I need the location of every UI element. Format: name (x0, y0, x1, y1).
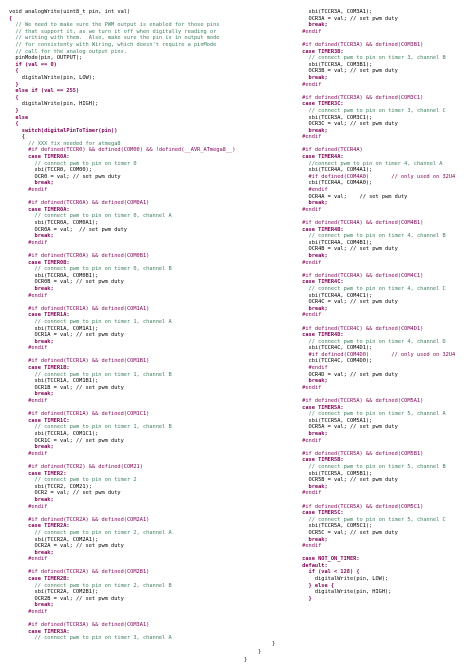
code-line: sbi(TCCR2A, COM2A1); (9, 536, 99, 543)
code-line: #endif (283, 134, 322, 141)
code-line (283, 213, 468, 220)
code-line: OCR3C = val; // set pwm duty (283, 121, 398, 128)
code-line: // connect pwm to pin on timer 5, channel A (283, 411, 446, 418)
code-line: #endif (283, 384, 322, 391)
code-line: #if defined(COM4A0) // only used on 32U4 (283, 173, 456, 180)
code-line: OCR3A = val; // set pwm duty (283, 15, 398, 22)
code-line: #endif (9, 398, 48, 405)
code-line: #if defined(TCCR0) && defined(COM00) && !defined(__AVR_ATmega8__) (9, 147, 236, 154)
code-line: // writing with them. Also, make sure the pin is in output mode (9, 35, 220, 42)
closing-brace-inner: } (272, 641, 276, 647)
code-line: OCR0B = val; // set pwm duty (9, 279, 124, 286)
code-line: case TIMER5A: (283, 404, 344, 411)
code-line: // connect pwm to pin on timer 4, channel D (283, 338, 446, 345)
code-line: break; (9, 233, 54, 240)
code-line: digitalWrite(pin, HIGH); (283, 589, 392, 596)
code-line: #if defined(TCCR0A) && defined(COM0A1) (9, 200, 150, 207)
code-line: #if defined(TCCR4C) && defined(COM4D1) (283, 325, 424, 332)
code-line: break; (283, 74, 328, 81)
code-line (283, 550, 468, 557)
code-line (283, 319, 468, 326)
code-line: // connect pwm to pin on timer 3, channel B (283, 55, 446, 62)
code-line: OCR0 = val; // set pwm duty (9, 173, 121, 180)
code-line: case TIMER2: (9, 470, 67, 477)
code-line: OCR4D = val; // set pwm duty (283, 371, 398, 378)
code-line (9, 563, 271, 570)
code-line: sbi(TCCR4A, COM4B1); (283, 239, 373, 246)
code-line: OCR1C = val; // set pwm duty (9, 437, 124, 444)
code-line: #if defined(TCCR4A) && defined(COM4C1) (283, 272, 424, 279)
code-line: #if defined(TCCR2) && defined(COM21) (9, 463, 143, 470)
code-line: sbi(TCCR0, COM00); (9, 167, 92, 174)
code-line (9, 246, 271, 253)
code-line: break; (9, 549, 54, 556)
code-line: { (9, 94, 19, 101)
code-line: #if defined(TCCR3A) && defined(COM3C1) (283, 94, 424, 101)
code-line: // XXX fix needed for atmega8 (9, 140, 121, 147)
code-line: OCR5C = val; // set pwm duty (283, 529, 398, 536)
code-line: // connect pwm to pin on timer 2, channel B (9, 582, 172, 589)
code-line: // connect pwm to pin on timer 1, channel B (9, 371, 172, 378)
closing-brace-middle: } (258, 649, 262, 655)
code-line: void analogWrite(uint8_t pin, int val) (9, 9, 131, 15)
code-line: #endif (283, 206, 322, 213)
code-line: { (9, 134, 25, 141)
code-line: break; (283, 431, 328, 437)
code-line: if (val < 128) { (283, 569, 360, 576)
code-line: #if defined(TCCR1A) && defined(COM1C1) (9, 411, 150, 418)
code-line: // connect pwm to pin on timer 2, channel A (9, 529, 172, 536)
code-line: sbi(TCCR3A, COM3C1); (283, 114, 373, 121)
code-line: } (283, 595, 312, 602)
code-line: break; (283, 252, 328, 259)
code-line: sbi(TCCR4C, COM4D1); (283, 345, 373, 352)
code-line: OCR2A = val; // set pwm duty (9, 543, 124, 550)
code-line: #endif (9, 239, 48, 246)
code-line: break; (283, 536, 328, 543)
code-line (9, 457, 271, 464)
code-line: case TIMER4D: (283, 332, 344, 339)
code-line: // connect pwm to pin on timer 3, channel C (283, 107, 446, 114)
code-line: OCR4A = val; // set pwm duty (283, 193, 408, 200)
code-line: case TIMER1A: (9, 312, 70, 319)
code-line: OCR5A = val; // set pwm duty (283, 424, 398, 431)
code-line: case TIMER0A: (9, 206, 70, 213)
code-line: #endif (9, 609, 48, 616)
code-line: #endif (283, 259, 322, 266)
code-line: // We need to make sure the PWM output is enabled for those pins (9, 22, 220, 29)
code-line: #if defined(TCCR2A) && defined(COM2A1) (9, 516, 150, 523)
code-line: sbi(TCCR3A, COM3B1); (283, 61, 373, 68)
code-line: #endif (9, 503, 48, 510)
code-line: break; (283, 483, 328, 490)
code-line (9, 616, 271, 623)
code-line: } (9, 107, 19, 114)
code-line (283, 266, 468, 273)
code-line: // that support it, as we turn it off when digitally reading or (9, 28, 217, 35)
code-line: #if defined(TCCR0A) && defined(COM0B1) (9, 252, 150, 259)
code-line: #endif (283, 187, 328, 194)
code-line: break; (283, 305, 328, 312)
code-line: OCR4B = val; // set pwm duty (283, 246, 398, 253)
code-line: case TIMER3C: (283, 101, 344, 108)
code-line: sbi(TCCR5A, COM5B1); (283, 470, 373, 477)
code-line: sbi(TCCR4A, COM4C1); (283, 292, 373, 299)
code-line: #endif (283, 28, 322, 35)
code-line: break; (283, 378, 328, 385)
code-line: { (9, 121, 19, 128)
code-line: case TIMER1C: (9, 417, 70, 424)
code-line: #if defined(COM4D0) // only used on 32U4 (283, 351, 456, 358)
code-line: digitalWrite(pin, LOW); (9, 74, 96, 81)
code-line: break; (283, 200, 328, 207)
code-line: #endif (283, 490, 322, 497)
right-code-column (283, 9, 468, 602)
code-line: else if (val == 255) (9, 88, 80, 95)
code-line: #endif (283, 437, 322, 444)
code-line: sbi(TCCR1A, COM1C1); (9, 431, 99, 437)
code-line: { (9, 68, 19, 75)
code-line (283, 141, 468, 148)
code-line: OCR2 = val; // set pwm duty (9, 490, 121, 497)
code-line: case TIMER3B: (283, 48, 344, 55)
code-line (9, 194, 271, 201)
left-code-column (9, 9, 271, 642)
code-line: #if defined(TCCR3A) && defined(COM3B1) (283, 41, 424, 48)
code-line: #if defined(TCCR5A) && defined(COM5B1) (283, 450, 424, 457)
code-line: if (val == 0) (9, 61, 57, 68)
code-line: //connect pwm to pin on timer 4, channel A (283, 160, 443, 167)
code-line: #endif (283, 81, 322, 88)
code-line: switch(digitalPinToTimer(pin)) (9, 127, 118, 134)
code-line: break; (283, 127, 328, 134)
code-line: break; (9, 285, 54, 292)
code-line: pinMode(pin, OUTPUT); (9, 55, 83, 62)
code-line: // connect pwm to pin on timer 2 (9, 477, 137, 484)
code-line: sbi(TCCR4A, COM4A1); (283, 167, 373, 174)
code-line: sbi(TCCR2, COM21); (9, 483, 92, 490)
code-line: // connect pwm to pin on timer 4, channel B (283, 233, 446, 240)
code-line (9, 405, 271, 412)
code-line (9, 352, 271, 359)
code-line: sbi(TCCR0A, COM0B1); (9, 272, 99, 279)
code-line: OCR2B = val; // set pwm duty (9, 595, 124, 602)
code-line: else (9, 114, 29, 121)
code-line: digitalWrite(pin, HIGH); (9, 101, 99, 108)
code-line: // connect pwm to pin on timer 5, channel C (283, 516, 446, 523)
code-line: case TIMER3A: (9, 628, 70, 635)
code-line: #endif (9, 556, 48, 563)
code-line: // connect pwm to pin on timer 0, channel B (9, 266, 172, 273)
code-line: // connect pwm to pin on timer 3, channel A (9, 635, 172, 642)
code-line: } else { (283, 582, 335, 589)
code-line: default: (283, 562, 328, 569)
code-line: // for consistenty with Wiring, which doesn't require a pinMode (9, 41, 217, 48)
code-line: #if defined(TCCR5A) && defined(COM5C1) (283, 503, 424, 510)
code-line: sbi(TCCR0A, COM0A1); (9, 220, 99, 226)
code-line: case TIMER5B: (283, 457, 344, 464)
code-line: #endif (283, 543, 322, 550)
closing-brace-outer: } (244, 657, 248, 663)
code-line: OCR4C = val; // set pwm duty (283, 299, 398, 306)
code-line: sbi(TCCR1A, COM1B1); (9, 378, 99, 385)
code-line (283, 444, 468, 451)
code-line: case TIMER4A: (283, 154, 344, 161)
code-line: case TIMER4C: (283, 279, 344, 286)
code-line: sbi(TCCR2A, COM2B1); (9, 589, 99, 596)
code-line: case TIMER0B: (9, 259, 70, 266)
code-line: #if defined(TCCR1A) && defined(COM1A1) (9, 305, 150, 312)
code-line: break; (9, 496, 54, 503)
code-line: OCR5B = val; // set pwm duty (283, 477, 398, 484)
code-line: #endif (9, 345, 48, 352)
code-line (283, 391, 468, 398)
code-line: // connect pwm to pin on timer 1, channel A (9, 318, 172, 325)
code-line: break; (9, 444, 54, 451)
code-line: case TIMER0A: (9, 154, 70, 161)
code-line: OCR1B = val; // set pwm duty (9, 384, 124, 391)
code-line: // call for the analog output pins. (9, 48, 127, 55)
code-line: sbi(TCCR1A, COM1A1); (9, 325, 99, 332)
code-line: #endif (9, 187, 48, 194)
code-line: break; (9, 338, 54, 345)
code-line: sbi(TCCR5A, COM5A1); (283, 417, 373, 424)
code-line: #if defined(TCCR1A) && defined(COM1B1) (9, 358, 150, 365)
code-line: #if defined(TCCR3A) && defined(COM3A1) (9, 622, 150, 629)
code-line: // connect pwm to pin on timer 4, channel C (283, 285, 446, 292)
code-line: #endif (283, 312, 322, 319)
code-line: case NOT_ON_TIMER: (283, 556, 360, 563)
code-line: #if defined(TCCR4A) && defined(COM4B1) (283, 220, 424, 226)
code-line: #endif (283, 365, 328, 372)
code-line: case TIMER2B: (9, 576, 70, 583)
code-line: case TIMER2A: (9, 523, 70, 530)
code-line: // connect pwm to pin on timer 5, channel B (283, 463, 446, 470)
code-line: case TIMER5C: (283, 510, 344, 517)
code-line: #endif (9, 292, 48, 299)
code-line: cbi(TCCR4A, COM4A0); (283, 180, 373, 187)
code-line (9, 510, 271, 517)
code-line: OCR1A = val; // set pwm duty (9, 332, 124, 339)
code-line: { (9, 15, 13, 22)
code-line: #endif (9, 450, 48, 457)
code-line: sbi(TCCR5A, COM5C1); (283, 523, 373, 530)
code-line: OCR3B = val; // set pwm duty (283, 68, 398, 75)
code-line: digitalWrite(pin, LOW); (283, 576, 389, 583)
code-line: // connect pwm to pin on timer 0 (9, 160, 137, 167)
code-line (283, 88, 468, 95)
code-line (9, 299, 271, 306)
code-line: case TIMER4B: (283, 226, 344, 233)
code-line: case TIMER1B: (9, 365, 70, 372)
code-line: break; (9, 391, 54, 398)
code-line: } (9, 81, 19, 88)
code-line: #if defined(TCCR2A) && defined(COM2B1) (9, 569, 150, 576)
code-line: OCR0A = val; // set pwm duty (9, 226, 127, 233)
code-line (283, 497, 468, 504)
code-line: #if defined(TCCR5A) && defined(COM5A1) (283, 398, 424, 405)
code-line: // connect pwm to pin on timer 0, channel A (9, 213, 172, 220)
code-line (283, 35, 468, 42)
code-line: cbi(TCCR4C, COM4D0); (283, 358, 373, 365)
code-line: break; (9, 180, 54, 187)
code-line: break; (283, 22, 328, 29)
code-line: sbi(TCCR3A, COM3A1); (283, 9, 373, 15)
code-line: #if defined(TCCR4A) (283, 147, 363, 154)
code-line: break; (9, 602, 54, 609)
code-line: // connect pwm to pin on timer 1, channel B (9, 424, 172, 431)
